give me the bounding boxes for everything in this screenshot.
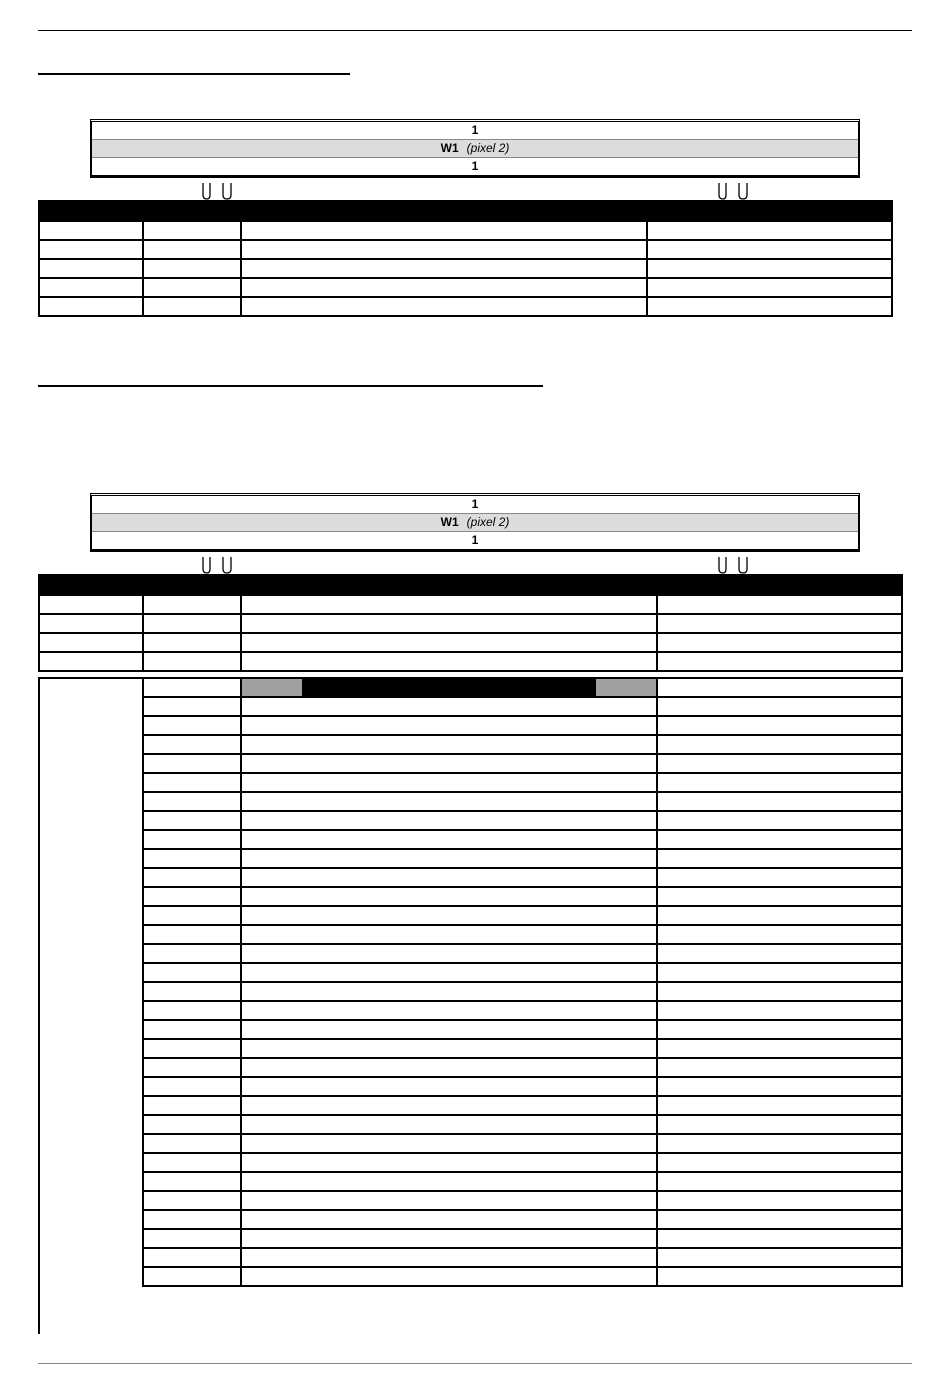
table-row [143,754,902,773]
fixture-mid-row: W1 (pixel 2) [92,140,858,158]
table-row [143,697,902,716]
table-row [143,1134,902,1153]
table-left-border [38,678,40,1334]
channel-table-1 [38,200,893,317]
table-left-top [38,677,142,679]
table-row [143,925,902,944]
clip-icon [200,183,236,200]
table-row [143,1039,902,1058]
table-row [39,221,892,240]
table-row [143,1248,902,1267]
table-row [39,240,892,259]
section-1-heading [38,73,350,75]
clip-icon [716,183,752,200]
table-row [143,887,902,906]
table-row [143,1058,902,1077]
table-row [39,595,902,614]
table-header [39,575,902,595]
table-row [39,652,902,671]
table-row [143,735,902,754]
table-row [39,259,892,278]
table-row [143,1001,902,1020]
channel-table-2 [38,574,903,672]
table-row [143,944,902,963]
table-row [143,811,902,830]
table-row [143,716,902,735]
clip-icon [200,557,236,574]
table-row [143,982,902,1001]
table-row [143,792,902,811]
table-row [143,1191,902,1210]
table-row [39,633,902,652]
table-row [143,1153,902,1172]
table-header [39,201,892,221]
table-row [143,830,902,849]
fixture-mid-row: W1 (pixel 2) [92,514,858,532]
table-row [39,278,892,297]
table-row [143,906,902,925]
table-row [143,1077,902,1096]
table-row [143,1020,902,1039]
fixture-bottom-row: 1 [471,159,479,173]
table-row [143,963,902,982]
page-top-rule [38,30,912,31]
table-row [39,614,902,633]
clip-icon [716,557,752,574]
table-row [143,868,902,887]
table-row [143,849,902,868]
fixture-bottom-row: 1 [471,533,479,547]
table-row [143,1115,902,1134]
table-subheader [143,678,902,697]
fixture-diagram-1 [90,119,860,178]
fixture-top-row: 1 [92,496,858,514]
channel-table-2-continued [142,677,903,1287]
table-row [143,1096,902,1115]
table-row [143,1229,902,1248]
table-row [143,1210,902,1229]
table-row [143,773,902,792]
fixture-top-row: 1 [92,122,858,140]
table-row [39,297,892,316]
table-row [143,1172,902,1191]
section-2-heading [38,385,543,387]
table-row [143,1267,902,1286]
fixture-diagram-2 [90,493,860,552]
page-bottom-rule [38,1363,912,1364]
